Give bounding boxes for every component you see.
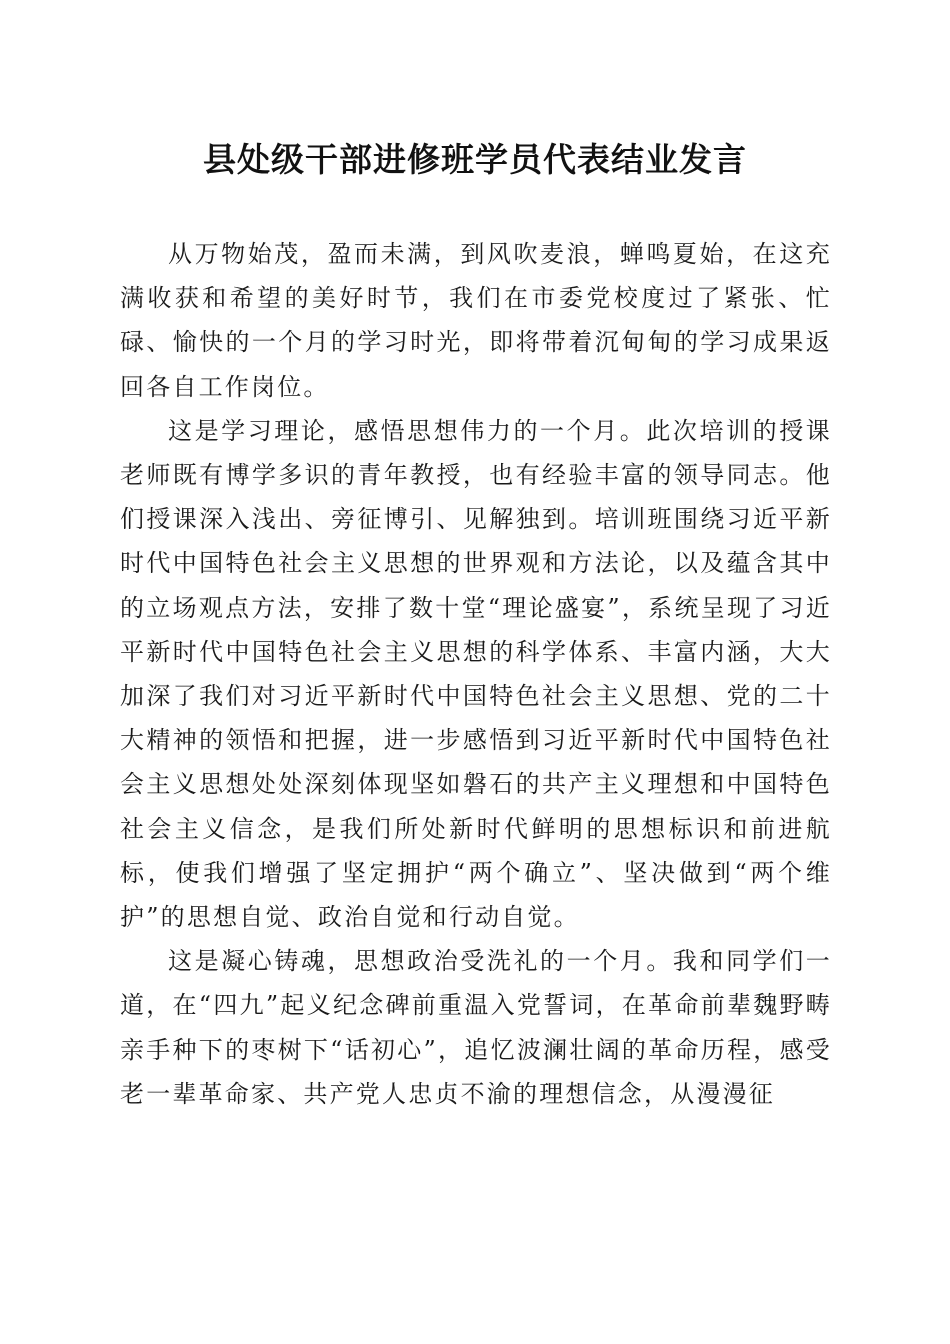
paragraph-3: 这是凝心铸魂，思想政治受洗礼的一个月。我和同学们一道，在“四九”起义纪念碑前重温入党誓词，在革命前辈魏野畴亲手种下的枣树下“话初心”，追忆波澜壮阔的革命历程，感受老一辈革命家、共产党人忠贞不渝的理想信念，从漫漫征 — [120, 947, 832, 1108]
paragraph-1: 从万物始茂，盈而未满，到风吹麦浪，蝉鸣夏始，在这充满收获和希望的美好时节，我们在市委党校度过了紧张、忙碌、愉快的一个月的学习时光，即将带着沉甸甸的学习成果返回各自工作岗位。 — [120, 240, 832, 401]
document-body — [120, 232, 832, 1116]
paragraph-2: 这是学习理论，感悟思想伟力的一个月。此次培训的授课老师既有博学多识的青年教授，也有经验丰富的领导同志。他们授课深入浅出、旁征博引、见解独到。培训班围绕习近平新时代中国特色社会主义思想的世界观和方法论，以及蕴含其中的立场观点方法，安排了数十堂“理论盛宴”，系统呈现了习近平新时代中国特色社会主义思想的科学体系、丰富内涵，大大加深了我们对习近平新时代中国特色社会主义思想、党的二十大精神的领悟和把握，进一步感悟到习近平新时代中国特色社会主义思想处处深刻体现坚如磐石的共产主义理想和中国特色社会主义信念，是我们所处新时代鲜明的思想标识和前进航标，使我们增强了坚定拥护“两个确立”、坚决做到“两个维护”的思想自觉、政治自觉和行动自觉。 — [120, 416, 832, 932]
document-title: 县处级干部进修班学员代表结业发言 — [203, 140, 747, 179]
